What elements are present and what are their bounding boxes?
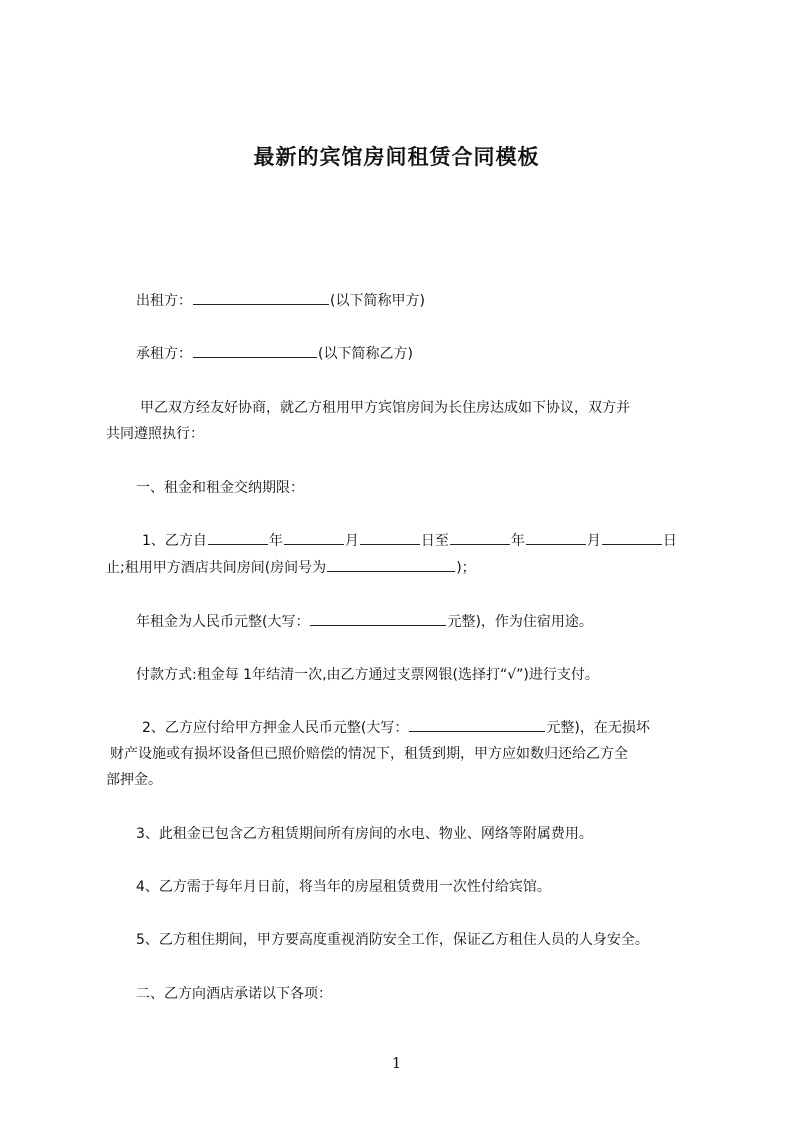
start-year-label: 年	[268, 533, 283, 549]
document-title: 最新的宾馆房间租赁合同模板	[253, 145, 540, 169]
intro-line-1: 甲乙双方经友好协商，就乙方租用甲方宾馆房间为长住房达成如下协议，双方并	[140, 400, 630, 416]
start-year-blank	[208, 530, 268, 545]
end-year-blank	[450, 530, 510, 545]
lessor-line	[136, 290, 425, 312]
lessee-line	[136, 343, 413, 365]
annual-rent-amount-blank	[310, 611, 446, 626]
clause-1-line-1	[142, 530, 677, 552]
clause-1-line-2-suffix: )；	[456, 560, 476, 576]
annual-rent-prefix: 年租金为人民币元整(大写：	[136, 614, 310, 630]
lessor-label: 出租方：	[136, 293, 192, 309]
section-2-heading: 二、乙方向酒店承诺以下各项：	[136, 986, 332, 1002]
clause-2-line-2: 财产设施或有损坏设备但已照价赔偿的情况下，租赁到期，甲方应如数归还给乙方全	[110, 746, 628, 762]
clause-2-suffix: 元整)，在无损坏	[546, 720, 650, 736]
lessee-name-blank	[193, 343, 317, 358]
end-month-label: 月	[586, 533, 601, 549]
clause-2-line-3: 部押金。	[106, 772, 162, 788]
end-day-label: 日	[662, 533, 677, 549]
start-month-label: 月	[344, 533, 359, 549]
clause-4: 4、乙方需于每年月日前，将当年的房屋租赁费用一次性付给宾馆。	[136, 879, 551, 895]
start-day-blank	[360, 530, 420, 545]
lessee-suffix: (以下简称乙方)	[318, 346, 413, 362]
clause-3: 3、此租金已包含乙方租赁期间所有房间的水电、物业、网络等附属费用。	[136, 826, 593, 842]
clause-1-line-2-prefix: 止;租用甲方酒店共间房间(房间号为	[106, 560, 327, 576]
clause-2-line-1	[142, 717, 650, 739]
lessor-name-blank	[193, 290, 329, 305]
clause-1-prefix: 1、乙方自	[142, 533, 207, 549]
day-to-label: 日至	[420, 533, 449, 549]
annual-rent-suffix: 元整)，作为住宿用途。	[447, 614, 593, 630]
end-month-blank	[526, 530, 586, 545]
intro-line-2: 共同遵照执行：	[106, 426, 204, 442]
clause-5: 5、乙方租住期间，甲方要高度重视消防安全工作，保证乙方租住人员的人身安全。	[136, 932, 649, 948]
page-number: 1	[391, 1054, 402, 1072]
lessor-suffix: (以下简称甲方)	[330, 293, 425, 309]
end-day-blank	[602, 530, 662, 545]
clause-2-prefix: 2、乙方应付给甲方押金人民币元整(大写：	[142, 720, 409, 736]
end-year-label: 年	[510, 533, 525, 549]
room-number-blank	[327, 557, 455, 572]
annual-rent-line	[136, 611, 593, 633]
payment-method-line: 付款方式:租金每 1年结清一次,由乙方通过支票网银(选择打“√”)进行支付。	[136, 667, 599, 683]
lessee-label: 承租方：	[136, 346, 192, 362]
deposit-amount-blank	[409, 717, 545, 732]
start-month-blank	[284, 530, 344, 545]
clause-1-line-2	[106, 557, 476, 579]
section-1-heading: 一、租金和租金交纳期限：	[136, 480, 304, 496]
